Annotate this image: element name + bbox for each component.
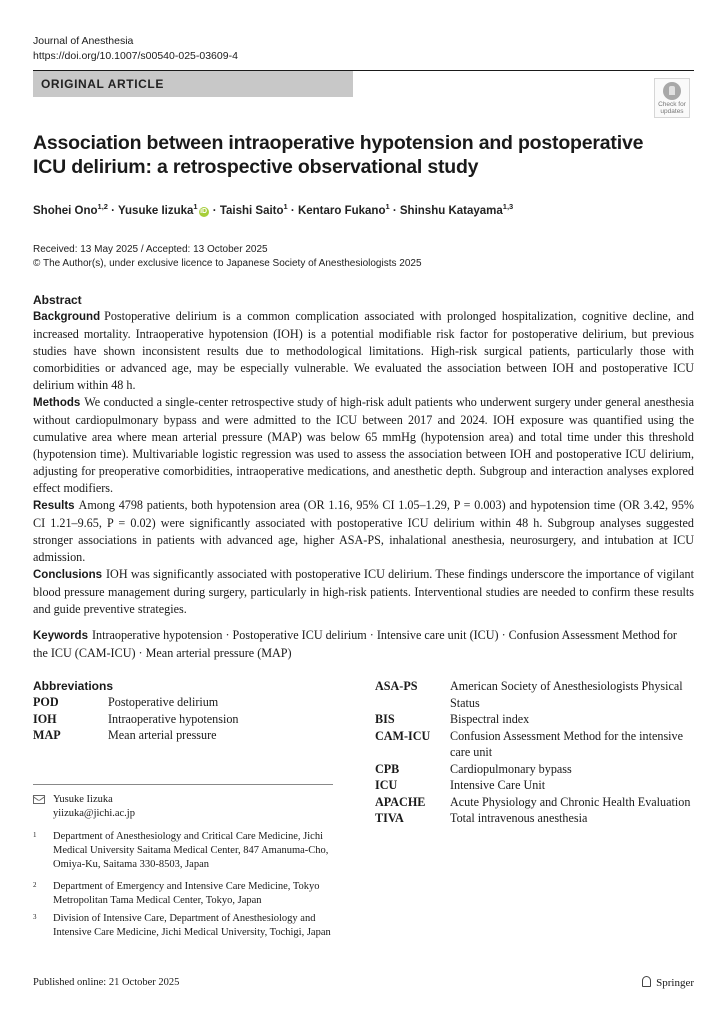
abbreviation-row: TIVA Total intravenous anesthesia [375, 811, 588, 825]
author[interactable]: Shinshu Katayama$^{1,3}$ [399, 202, 514, 217]
abbreviation-row: MAP Mean arterial pressure [33, 728, 217, 742]
abbreviation-row: ICU Intensive Care Unit [375, 778, 546, 792]
author-separator: · [209, 204, 220, 217]
check-updates-line1: Check for [658, 101, 686, 108]
abbreviations-left [33, 678, 353, 744]
corresponding-email[interactable]: yiizuka@jichi.ac.jp [53, 808, 135, 819]
orcid-icon[interactable]: iD [200, 207, 208, 215]
article-title: Association between intraoperative hypotension and postoperative ICU delirium: a retrospective observational study [33, 132, 644, 178]
abbreviation-row: APACHE Acute Physiology and Chronic Health Evaluation [375, 794, 691, 809]
abbreviations-heading: Abbreviations [33, 679, 114, 693]
abbreviations-right [375, 678, 695, 827]
author-separator: · [107, 204, 118, 217]
abbreviation-row: CAM-ICU Confusion Assessment Method for the intensive care unit [375, 728, 684, 759]
affiliation-number: 1 [33, 831, 37, 839]
affiliation [33, 880, 353, 908]
affiliation-text: Department of Emergency and Intensive Care Medicine, Tokyo Metropolitan Tama Medical Center, Tokyo, Japan [53, 881, 320, 906]
abstract-results: Results Among 4798 patients, both hypotension area (OR 1.16, 95% CI 1.05–1.29, P = 0.003) and hypotension time (OR 3.42, 95% CI 1.21–9.65, P = 0.02) were significantly associated with postoperative ICU delirium within 48 h. Subgroup analyses suggested stronger associations in patients with advanced age, higher ASA-PS, inhalational anesthesia, neurosurgery, and intubation at ICU admission. [33, 498, 694, 564]
check-updates-line2: updates [660, 108, 684, 115]
author-separator: · [287, 204, 298, 217]
affiliation-number: 2 [33, 881, 37, 889]
author[interactable]: Yusuke Iizuka$^1$iD [117, 202, 208, 217]
published-date: Published online: 21 October 2025 [33, 977, 180, 988]
journal-header [33, 34, 238, 64]
keywords-list: Intraoperative hypotension · Postoperative ICU delirium · Intensive care unit (ICU) · Confusion Assessment Method for the ICU (CAM-ICU) · Mean arterial pressure (MAP) [33, 628, 677, 660]
affiliation-number: 3 [33, 913, 37, 921]
keywords [33, 627, 694, 662]
abstract-conclusions: Conclusions IOH was significantly associated with postoperative ICU delirium. These findings underscore the importance of vigilant blood pressure management during surgery, particularly in high-risk patients. Interventional studies are needed to confirm these results and guide preventive strategies. [33, 567, 694, 616]
affiliation [33, 912, 353, 940]
correspondence [33, 793, 135, 821]
author[interactable]: Taishi Saito$^1$ [219, 202, 288, 217]
keywords-label: Keywords [33, 630, 88, 642]
affiliation-text: Division of Intensive Care, Department of Anesthesiology and Intensive Care Medicine, Jichi Medical University, Tochigi, Japan [53, 913, 331, 938]
envelope-icon [33, 795, 45, 804]
author-list [33, 202, 513, 217]
author[interactable]: Shohei Ono$^{1,2}$ [33, 202, 108, 217]
abstract-background: Background Postoperative delirium is a common complication associated with prolonged hospitalization, cognitive decline, and increased mortality. Intraoperative hypotension (IOH) is a potential modifiable risk factor for postoperative delirium, but previous studies have shown inconsistent results due to methodological limitations. High-risk surgical patients, particularly those with comorbidities or advanced age, may be especially vulnerable. We evaluated the association between IOH and postoperative ICU delirium within 48 h. [33, 309, 694, 392]
springer-horse-icon [642, 976, 651, 987]
publisher-name: Springer [656, 977, 694, 989]
affiliation [33, 830, 353, 872]
article-dates [33, 243, 422, 271]
abbreviation-row: BIS Bispectral index [375, 712, 530, 726]
check-for-updates-badge[interactable] [654, 78, 690, 118]
affiliation-text: Department of Anesthesiology and Critical Care Medicine, Jichi Medical University Saitama Medical Center, 847 Amanuma-Cho, Omiya-Ku, Saitama 330-8503, Japan [53, 831, 329, 870]
abstract-heading: Abstract [33, 293, 82, 307]
corresponding-author: Yusuke Iizuka [53, 794, 113, 805]
author-separator: · [389, 204, 400, 217]
publisher-logo [642, 976, 694, 989]
author[interactable]: Kentaro Fukano$^1$ [297, 202, 390, 217]
copyright: © The Author(s), under exclusive licence to Japanese Society of Anesthesiologists 2025 [33, 258, 422, 269]
abstract-methods: Methods We conducted a single-center retrospective study of high-risk adult patients who underwent surgery under general anesthesia without cardiopulmonary bypass and were admitted to the ICU between 2017 and 2024. IOH exposure was quantified using the cumulative area where mean arterial pressure (MAP) was below 65 mmHg (hypotension area) and total time under this threshold (hypotension time). Multivariable logistic regression was used to assess the association between IOH and postoperative ICU delirium, adjusting for preoperative comorbidities, intraoperative medications, and anesthetic depth. Subgroup and interaction analyses explored effect modifiers. [33, 395, 694, 495]
bookmark-icon [663, 82, 681, 100]
abbreviation-row: IOH Intraoperative hypotension [33, 711, 239, 726]
footnote-rule [33, 784, 333, 785]
doi-link[interactable]: https://doi.org/10.1007/s00540-025-03609-4 [33, 50, 238, 62]
abstract [33, 292, 694, 618]
journal-name: Journal of Anesthesia [33, 35, 134, 47]
abbreviation-row: POD Postoperative delirium [33, 695, 219, 709]
abbreviation-row: ASA-PS American Society of Anesthesiologists Physical Status [375, 679, 683, 710]
received-accepted: Received: 13 May 2025 / Accepted: 13 October 2025 [33, 244, 268, 255]
page-footer [33, 977, 694, 988]
abbreviation-row: CPB Cardiopulmonary bypass [375, 761, 572, 776]
article-type-banner: ORIGINAL ARTICLE [33, 71, 353, 97]
